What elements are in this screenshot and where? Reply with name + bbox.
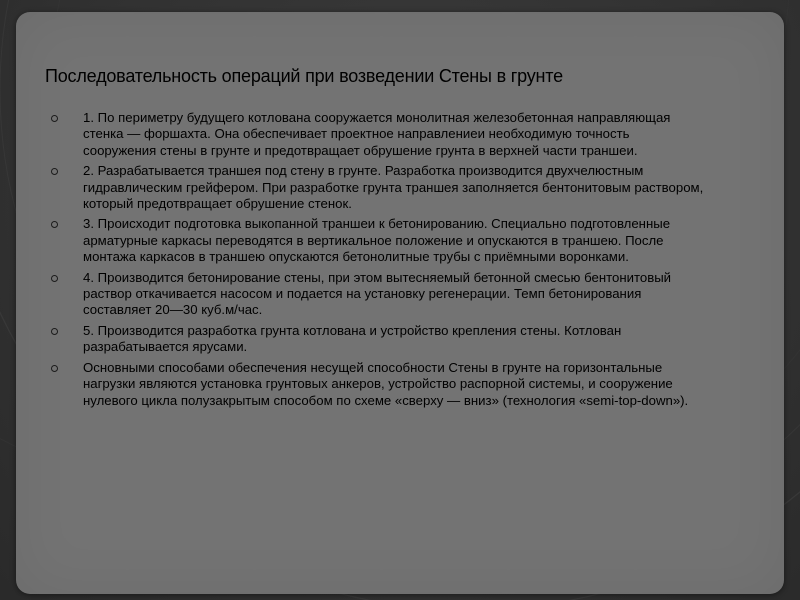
bullet-item [45, 323, 705, 356]
slide-title: Последовательность операций при возведении Стены в грунте [45, 66, 563, 86]
bullet-circle-icon [51, 168, 58, 175]
bullet-circle-icon [51, 365, 58, 372]
bullet-list [45, 110, 705, 413]
bullet-item [45, 270, 705, 319]
bullet-circle-icon [51, 275, 58, 282]
bullet-circle-icon [51, 328, 58, 335]
bullet-text: 3. Происходит подготовка выкопанной траншеи к бетонированию. Специально подготовленные арматурные каркасы переводятся в вертикальное положение и опускаются в траншею. После монтажа каркасов в траншею опускаются бетонолитные трубы с приёмными воронками. [83, 216, 671, 265]
bullet-item [45, 216, 705, 265]
bullet-text: Основными способами обеспечения несущей способности Стены в грунте на горизонтальные нагрузки являются установка грунтовых анкеров, устройство распорной системы, и сооружение нулевого цикла полузакрытым способом по схеме «сверху — вниз» (технология «semi-top-down»). [83, 359, 689, 408]
bullet-item [45, 360, 705, 409]
bullet-text: 2. Разрабатывается траншея под стену в грунте. Разработка производится двухчелюстным гидравлическим грейфером. При разработке грунта траншея заполняется бентонитовым раствором, который предотвращает обрушение стенок. [83, 163, 704, 212]
bullet-circle-icon [51, 115, 58, 122]
bullet-item [45, 163, 705, 212]
bullet-text: 5. Производится разработка грунта котлована и устройство крепления стены. Котлован разрабатывается ярусами. [83, 322, 622, 355]
bullet-item [45, 110, 705, 159]
bullet-text: 1. По периметру будущего котлована сооружается монолитная железобетонная направляющая стенка — форшахта. Она обеспечивает проектное направлениеи необходимую точность сооружения стены в грунте и предотвращает обрушение грунта в верхней части траншеи. [83, 110, 671, 158]
bullet-text: 4. Производится бетонирование стены, при этом вытесняемый бетонной смесью бентонитовый раствор откачивается насосом и подается на установку регенерации. Темп бетонирования составляет 20—30 куб.м/час. [83, 269, 672, 318]
bullet-circle-icon [51, 221, 58, 228]
